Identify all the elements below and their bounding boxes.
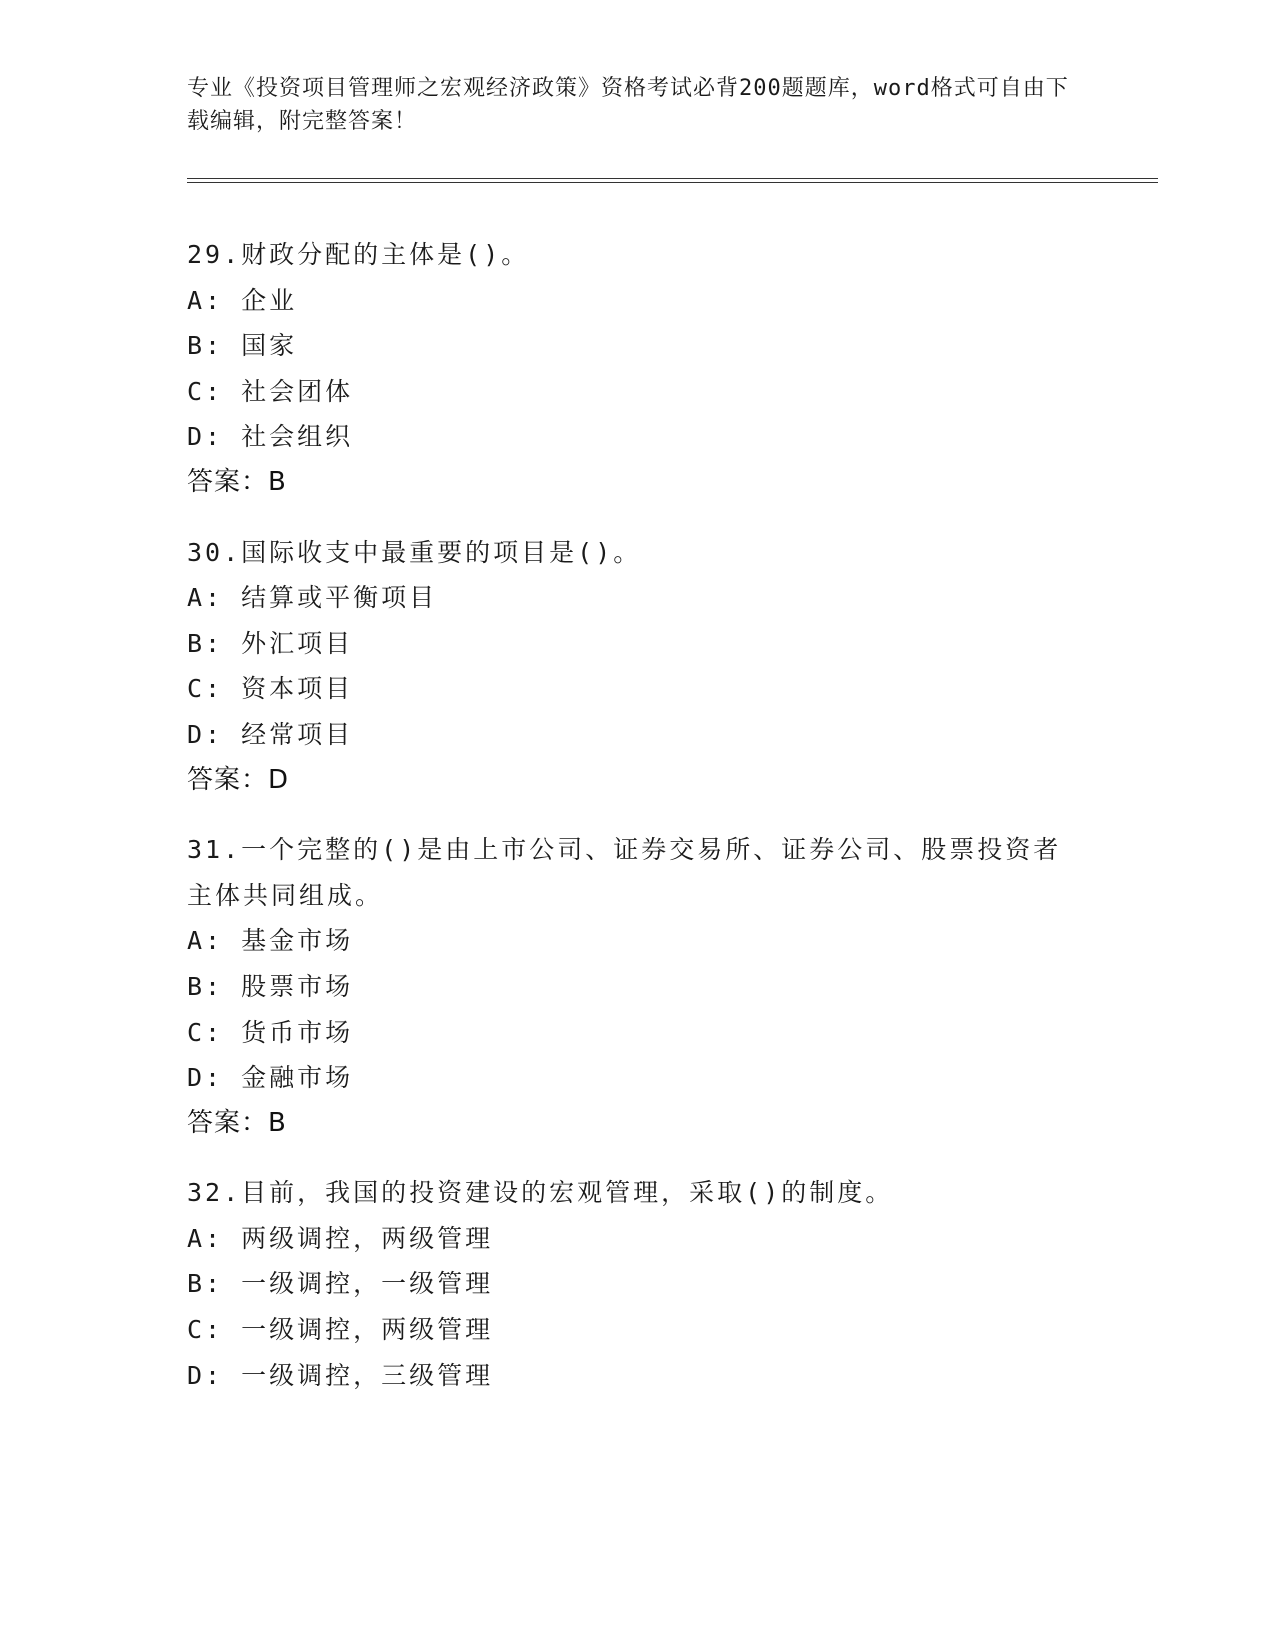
question-stem: 31.一个完整的()是由上市公司、证券交易所、证券公司、股票投资者主体共同组成。 <box>187 835 1062 910</box>
question-29 <box>187 232 1147 506</box>
question-stem: 32.目前，我国的投资建设的宏观管理，采取()的制度。 <box>187 1178 894 1208</box>
option-b: B: 一级调控，一级管理 <box>187 1269 494 1299</box>
option-c: C: 一级调控，两级管理 <box>187 1315 494 1345</box>
option-a: A: 结算或平衡项目 <box>187 583 438 613</box>
option-c: C: 社会团体 <box>187 376 354 406</box>
answer-line: 答案：D <box>187 764 290 795</box>
option-c: C: 资本项目 <box>187 674 354 704</box>
answer-line: 答案：B <box>187 1107 287 1138</box>
option-b: B: 国家 <box>187 331 298 361</box>
question-stem: 30.国际收支中最重要的项目是()。 <box>187 537 642 567</box>
option-a: A: 企业 <box>187 285 298 315</box>
option-b: B: 股票市场 <box>187 971 354 1001</box>
question-stem: 29.财政分配的主体是()。 <box>187 240 530 269</box>
option-a: A: 基金市场 <box>187 926 354 956</box>
document-header: 专业《投资项目管理师之宏观经济政策》资格考试必背200题题库，word格式可自由下载编辑，附完整答案！ <box>187 76 1069 134</box>
answer-line: 答案：B <box>187 466 287 497</box>
question-list <box>187 232 1147 1422</box>
option-d: D: 社会组织 <box>187 422 354 452</box>
question-31 <box>187 827 1147 1146</box>
question-32 <box>187 1170 1147 1398</box>
option-d: D: 经常项目 <box>187 719 354 749</box>
option-a: A: 两级调控，两级管理 <box>187 1223 494 1253</box>
option-b: B: 外汇项目 <box>187 628 354 658</box>
option-d: D: 金融市场 <box>187 1063 354 1093</box>
header-double-rule <box>187 178 1158 183</box>
option-c: C: 货币市场 <box>187 1017 354 1047</box>
question-30 <box>187 530 1147 804</box>
option-d: D: 一级调控，三级管理 <box>187 1360 494 1390</box>
